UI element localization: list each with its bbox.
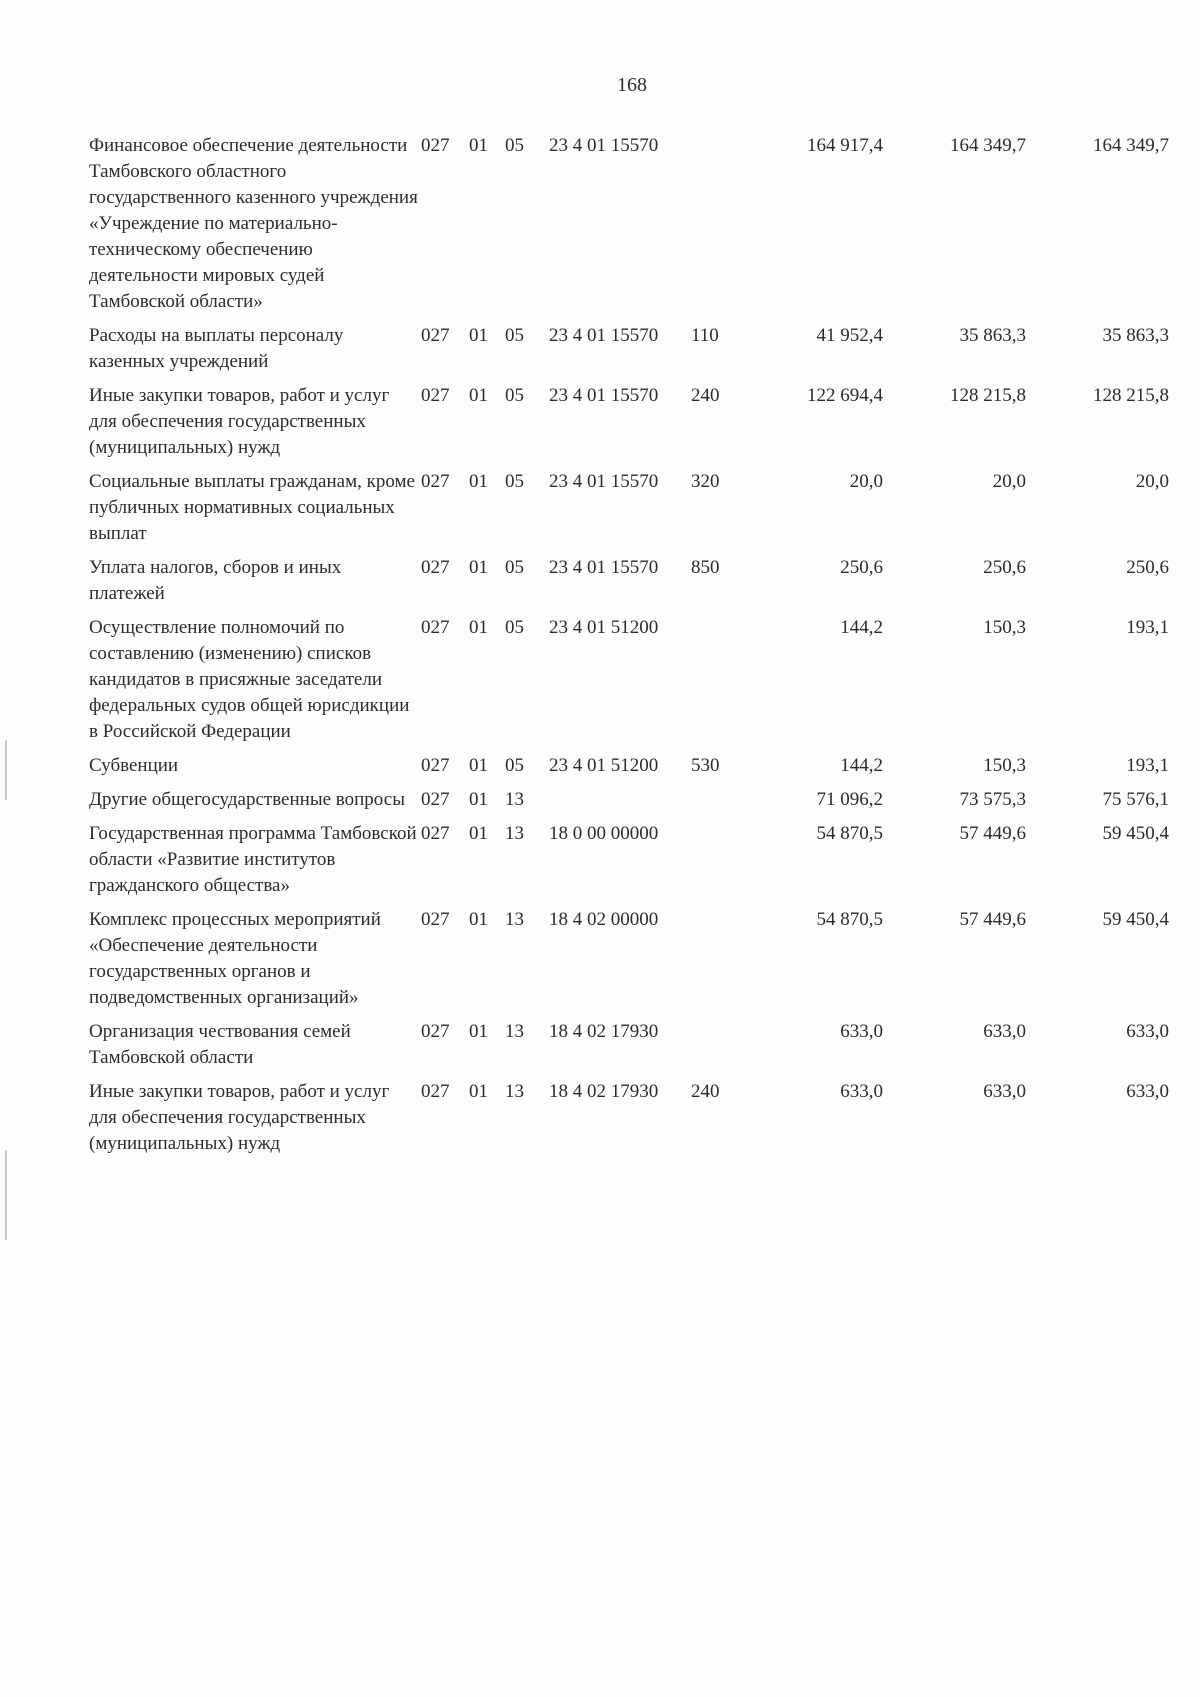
row-grbs-code: 027 xyxy=(421,909,450,930)
row-target-article-code: 23 4 01 51200 xyxy=(549,755,659,776)
row-name: Комплекс процессных мероприятий «Обеспечение деятельности государственных органов и подведомственных организаций» xyxy=(89,909,381,1008)
table-row xyxy=(89,907,1169,1019)
row-section-code: 01 xyxy=(469,1081,488,1102)
row-target-article-code: 18 4 02 17930 xyxy=(549,1021,659,1042)
row-name: Финансовое обеспечение деятельности Тамбовского областного государственного казенного учреждения «Учреждение по материально-техническому обеспечению деятельности мировых судей Тамбовской области» xyxy=(89,135,418,312)
table-row xyxy=(89,555,1169,615)
row-amount-year-1: 71 096,2 xyxy=(816,789,883,810)
row-name: Субвенции xyxy=(89,755,179,776)
budget-table xyxy=(89,133,1169,1165)
row-target-article-code: 18 0 00 00000 xyxy=(549,823,659,844)
row-grbs-code: 027 xyxy=(421,823,450,844)
budget-table-body xyxy=(89,133,1169,1165)
row-amount-year-3: 59 450,4 xyxy=(1102,909,1169,930)
row-grbs-code: 027 xyxy=(421,385,450,406)
row-amount-year-1: 144,2 xyxy=(840,755,883,776)
row-grbs-code: 027 xyxy=(421,617,450,638)
row-amount-year-3: 20,0 xyxy=(1135,471,1169,492)
row-subsection-code: 05 xyxy=(505,325,524,346)
row-name: Другие общегосударственные вопросы xyxy=(89,789,405,810)
table-row xyxy=(89,615,1169,753)
row-expense-type-code: 530 xyxy=(691,755,720,776)
row-expense-type-code: 320 xyxy=(691,471,720,492)
row-name: Иные закупки товаров, работ и услуг для обеспечения государственных (муниципальных) нужд xyxy=(89,385,390,458)
row-expense-type-code xyxy=(691,787,739,821)
row-amount-year-2: 150,3 xyxy=(983,617,1026,638)
row-name: Организация чествования семей Тамбовской области xyxy=(89,1021,351,1068)
row-amount-year-3: 59 450,4 xyxy=(1102,823,1169,844)
row-amount-year-2: 128 215,8 xyxy=(950,385,1026,406)
row-name: Осуществление полномочий по составлению (изменению) списков кандидатов в присяжные заседатели федеральных судов общей юрисдикции в Российской Федерации xyxy=(89,617,410,742)
page-number: 168 xyxy=(617,74,647,96)
row-section-code: 01 xyxy=(469,789,488,810)
row-amount-year-3: 35 863,3 xyxy=(1102,325,1169,346)
row-amount-year-2: 57 449,6 xyxy=(959,823,1026,844)
row-expense-type-code: 240 xyxy=(691,385,720,406)
row-expense-type-code xyxy=(691,615,739,753)
row-expense-type-code xyxy=(691,821,739,907)
row-section-code: 01 xyxy=(469,557,488,578)
row-amount-year-3: 633,0 xyxy=(1126,1021,1169,1042)
row-name: Государственная программа Тамбовской области «Развитие институтов гражданского общества» xyxy=(89,823,417,896)
row-section-code: 01 xyxy=(469,755,488,776)
table-row xyxy=(89,133,1169,323)
row-grbs-code: 027 xyxy=(421,1021,450,1042)
row-expense-type-code: 240 xyxy=(691,1081,720,1102)
row-expense-type-code xyxy=(691,907,739,1019)
row-expense-type-code: 850 xyxy=(691,557,720,578)
row-amount-year-3: 164 349,7 xyxy=(1093,135,1169,156)
row-target-article-code: 18 4 02 17930 xyxy=(549,1081,659,1102)
row-target-article-code: 23 4 01 15570 xyxy=(549,135,659,156)
row-target-article-code: 18 4 02 00000 xyxy=(549,909,659,930)
row-subsection-code: 13 xyxy=(505,1081,524,1102)
row-subsection-code: 13 xyxy=(505,1021,524,1042)
row-section-code: 01 xyxy=(469,471,488,492)
row-amount-year-1: 144,2 xyxy=(840,617,883,638)
row-name: Уплата налогов, сборов и иных платежей xyxy=(89,557,342,604)
row-expense-type-code xyxy=(691,133,739,323)
row-section-code: 01 xyxy=(469,385,488,406)
row-amount-year-1: 633,0 xyxy=(840,1021,883,1042)
row-subsection-code: 05 xyxy=(505,617,524,638)
row-amount-year-1: 54 870,5 xyxy=(816,823,883,844)
row-amount-year-2: 633,0 xyxy=(983,1081,1026,1102)
row-section-code: 01 xyxy=(469,617,488,638)
table-row xyxy=(89,383,1169,469)
table-row xyxy=(89,323,1169,383)
row-amount-year-1: 41 952,4 xyxy=(816,325,883,346)
table-row xyxy=(89,469,1169,555)
row-section-code: 01 xyxy=(469,325,488,346)
table-row xyxy=(89,753,1169,787)
row-section-code: 01 xyxy=(469,909,488,930)
row-target-article-code: 23 4 01 15570 xyxy=(549,325,659,346)
row-amount-year-2: 35 863,3 xyxy=(959,325,1026,346)
row-subsection-code: 05 xyxy=(505,471,524,492)
row-subsection-code: 13 xyxy=(505,823,524,844)
row-subsection-code: 13 xyxy=(505,789,524,810)
row-amount-year-3: 75 576,1 xyxy=(1102,789,1169,810)
row-amount-year-1: 54 870,5 xyxy=(816,909,883,930)
row-amount-year-2: 57 449,6 xyxy=(959,909,1026,930)
row-grbs-code: 027 xyxy=(421,789,450,810)
row-grbs-code: 027 xyxy=(421,1081,450,1102)
row-amount-year-3: 633,0 xyxy=(1126,1081,1169,1102)
row-subsection-code: 13 xyxy=(505,909,524,930)
row-name: Иные закупки товаров, работ и услуг для обеспечения государственных (муниципальных) нужд xyxy=(89,1081,390,1154)
row-grbs-code: 027 xyxy=(421,471,450,492)
row-expense-type-code xyxy=(691,1019,739,1079)
row-amount-year-2: 250,6 xyxy=(983,557,1026,578)
row-subsection-code: 05 xyxy=(505,557,524,578)
scan-binding-mark xyxy=(5,740,7,800)
row-amount-year-3: 193,1 xyxy=(1126,755,1169,776)
row-subsection-code: 05 xyxy=(505,755,524,776)
row-amount-year-1: 633,0 xyxy=(840,1081,883,1102)
row-section-code: 01 xyxy=(469,135,488,156)
row-section-code: 01 xyxy=(469,823,488,844)
row-amount-year-3: 128 215,8 xyxy=(1093,385,1169,406)
table-row xyxy=(89,1079,1169,1165)
table-row xyxy=(89,1019,1169,1079)
row-target-article-code: 23 4 01 15570 xyxy=(549,471,659,492)
row-subsection-code: 05 xyxy=(505,385,524,406)
row-grbs-code: 027 xyxy=(421,557,450,578)
row-target-article-code xyxy=(549,787,691,821)
row-name: Расходы на выплаты персоналу казенных учреждений xyxy=(89,325,344,372)
row-target-article-code: 23 4 01 51200 xyxy=(549,617,659,638)
row-amount-year-1: 122 694,4 xyxy=(807,385,883,406)
row-amount-year-3: 250,6 xyxy=(1126,557,1169,578)
row-amount-year-1: 250,6 xyxy=(840,557,883,578)
row-amount-year-2: 20,0 xyxy=(992,471,1026,492)
row-target-article-code: 23 4 01 15570 xyxy=(549,385,659,406)
table-row xyxy=(89,821,1169,907)
row-grbs-code: 027 xyxy=(421,755,450,776)
row-amount-year-2: 150,3 xyxy=(983,755,1026,776)
row-amount-year-2: 164 349,7 xyxy=(950,135,1026,156)
row-amount-year-2: 633,0 xyxy=(983,1021,1026,1042)
row-subsection-code: 05 xyxy=(505,135,524,156)
row-target-article-code: 23 4 01 15570 xyxy=(549,557,659,578)
row-amount-year-1: 164 917,4 xyxy=(807,135,883,156)
row-amount-year-3: 193,1 xyxy=(1126,617,1169,638)
scan-binding-mark xyxy=(5,1150,7,1240)
row-grbs-code: 027 xyxy=(421,135,450,156)
row-grbs-code: 027 xyxy=(421,325,450,346)
row-name: Социальные выплаты гражданам, кроме публичных нормативных социальных выплат xyxy=(89,471,415,544)
row-expense-type-code: 110 xyxy=(691,325,719,346)
row-amount-year-1: 20,0 xyxy=(849,471,883,492)
row-amount-year-2: 73 575,3 xyxy=(959,789,1026,810)
table-row xyxy=(89,787,1169,821)
row-section-code: 01 xyxy=(469,1021,488,1042)
